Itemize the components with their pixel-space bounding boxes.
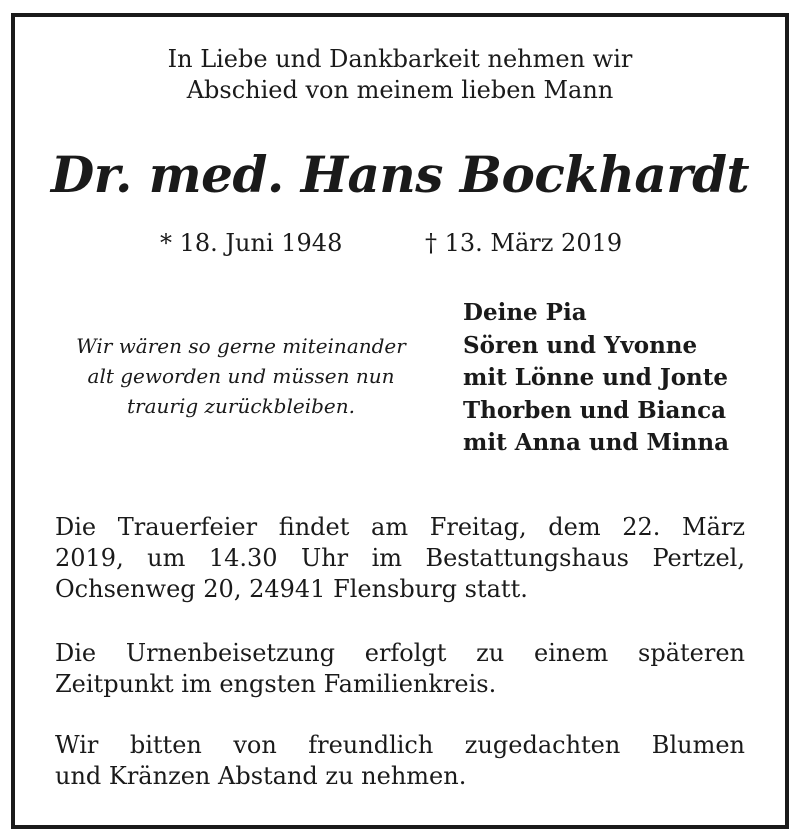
- mourner-line: Deine Pia: [463, 299, 587, 326]
- paragraph-line: und Kränzen Abstand zu nehmen.: [55, 762, 467, 790]
- quote-line: alt geworden und müssen nun: [87, 364, 395, 388]
- paragraph-line: Die Urnenbeisetzung erfolgt zu einem späteren: [55, 639, 745, 667]
- mourners-list: [463, 297, 729, 460]
- paragraph-line: Ochsenweg 20, 24941 Flensburg statt.: [55, 575, 528, 603]
- death-date: † 13. März 2019: [425, 229, 623, 257]
- mourner-line: Sören und Yvonne: [463, 331, 698, 359]
- paragraph-line: Zeitpunkt im engsten Familienkreis.: [55, 670, 497, 698]
- mourner-line: Thorben und Bianca: [463, 396, 726, 424]
- paragraph-line: Wir bitten von freundlich zugedachten Blumen: [55, 731, 745, 759]
- memorial-quote: [50, 331, 432, 421]
- intro-text: [0, 44, 800, 106]
- flowers-request-paragraph: [55, 730, 745, 792]
- deceased-name: Dr. med. Hans Bockhardt: [50, 145, 750, 204]
- quote-line: traurig zurückbleiben.: [126, 394, 355, 418]
- paragraph-line: 2019, um 14.30 Uhr im Bestattungshaus Pertzel,: [55, 544, 745, 572]
- mourner-line: mit Anna und Minna: [463, 429, 729, 456]
- mourner-line: mit Lönne und Jonte: [463, 364, 729, 391]
- birth-date: * 18. Juni 1948: [160, 229, 343, 257]
- quote-line: Wir wären so gerne miteinander: [76, 334, 406, 358]
- paragraph-line: Die Trauerfeier findet am Freitag, dem 22. März: [55, 513, 745, 541]
- burial-paragraph: [55, 638, 745, 700]
- intro-line: Abschied von meinem lieben Mann: [186, 76, 614, 104]
- intro-line: In Liebe und Dankbarkeit nehmen wir: [167, 45, 633, 73]
- funeral-paragraph: [55, 512, 745, 605]
